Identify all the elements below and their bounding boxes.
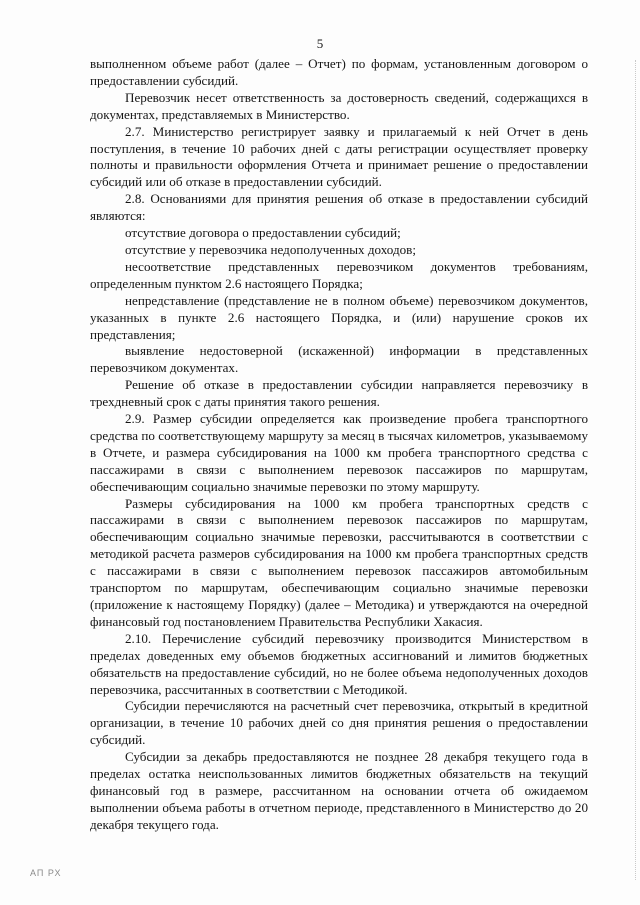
paragraph: отсутствие у перевозчика недополученных доходов;: [125, 241, 416, 257]
paragraph: несоответствие представленных перевозчиком документов требованиям, определенным пунктом 2.6 настоящего Порядка;: [90, 258, 588, 291]
document-body: [90, 56, 588, 834]
paragraph: Субсидии за декабрь предоставляются не позднее 28 декабря текущего года в пределах остатка неиспользованных лимитов бюджетных обязательств на текущий финансовый год в размере, рассчитанном на основании отчета об ожидаемом выполнении объема работы в отчетном периоде, представленного в Министерство до 20 декабря текущего года.: [90, 749, 588, 832]
paragraph: 2.10. Перечисление субсидий перевозчику производится Министерством в пределах доведенных ему объемов бюджетных ассигнований и лимитов бюджетных обязательств на предоставление субсидий, но не более объема недополученных доходов перевозчика, рассчитанных в соответствии с Методикой.: [90, 630, 588, 697]
paragraph: 2.9. Размер субсидии определяется как произведение пробега транспортного средства по соответствующему маршруту за месяц в тысячах километров, указываемому в Отчете, и размера субсидирования на 1000 км пробега транспортного средства с пассажирами в связи с выполнением перевозок пассажиров по маршрутам, обеспечивающим социально значимые перевозки по этому маршруту.: [90, 411, 588, 494]
page-number: 5: [316, 36, 324, 51]
paragraph: Решение об отказе в предоставлении субсидии направляется перевозчику в трехдневный срок с даты принятия такого решения.: [90, 377, 588, 410]
paragraph: Размеры субсидирования на 1000 км пробега транспортных средств с пассажирами в связи с выполнением перевозок пассажиров по маршрутам, обеспечивающим социально значимые перевозки, рассчитываются в соответствии с методикой расчета размеров субсидирования на 1000 км пробега транспортных средств с пассажирами в связи с выполнением перевозок пассажиров автомобильным транспортом по маршрутам, обеспечивающим социально значимые перевозки (приложение к настоящему Порядку) (далее – Методика) и утверждаются на очередной финансовый год постановлением Правительства Республики Хакасия.: [90, 495, 588, 629]
paragraph: Перевозчик несет ответственность за достоверность сведений, содержащихся в документах, представляемых в Министерство.: [90, 89, 588, 122]
paragraph: Субсидии перечисляются на расчетный счет перевозчика, открытый в кредитной организации, в течение 10 рабочих дней со дня принятия решения о предоставлении субсидий.: [90, 698, 588, 748]
footer-mark: АП РХ: [30, 868, 62, 878]
paragraph: выявление недостоверной (искаженной) информации в представленных перевозчиком документах.: [90, 343, 588, 376]
paragraph: 2.8. Основаниями для принятия решения об отказе в предоставлении субсидий являются:: [90, 191, 588, 224]
scan-edge-marks: [629, 60, 636, 880]
paragraph: 2.7. Министерство регистрирует заявку и прилагаемый к ней Отчет в день поступления, в течение 10 рабочих дней с даты регистрации осуществляет проверку полноты и правильности оформления Отчета и принимает решение о предоставлении субсидий или об отказе в предоставлении субсидий.: [90, 123, 588, 190]
paragraph: отсутствие договора о предоставлении субсидий;: [125, 225, 401, 241]
paragraph: непредставление (представление не в полном объеме) перевозчиком документов, указанных в пункте 2.6 настоящего Порядка, и (или) нарушение сроков их представления;: [90, 292, 588, 342]
paragraph: выполненном объеме работ (далее – Отчет) по формам, установленным договором о предоставлении субсидий.: [90, 56, 588, 88]
